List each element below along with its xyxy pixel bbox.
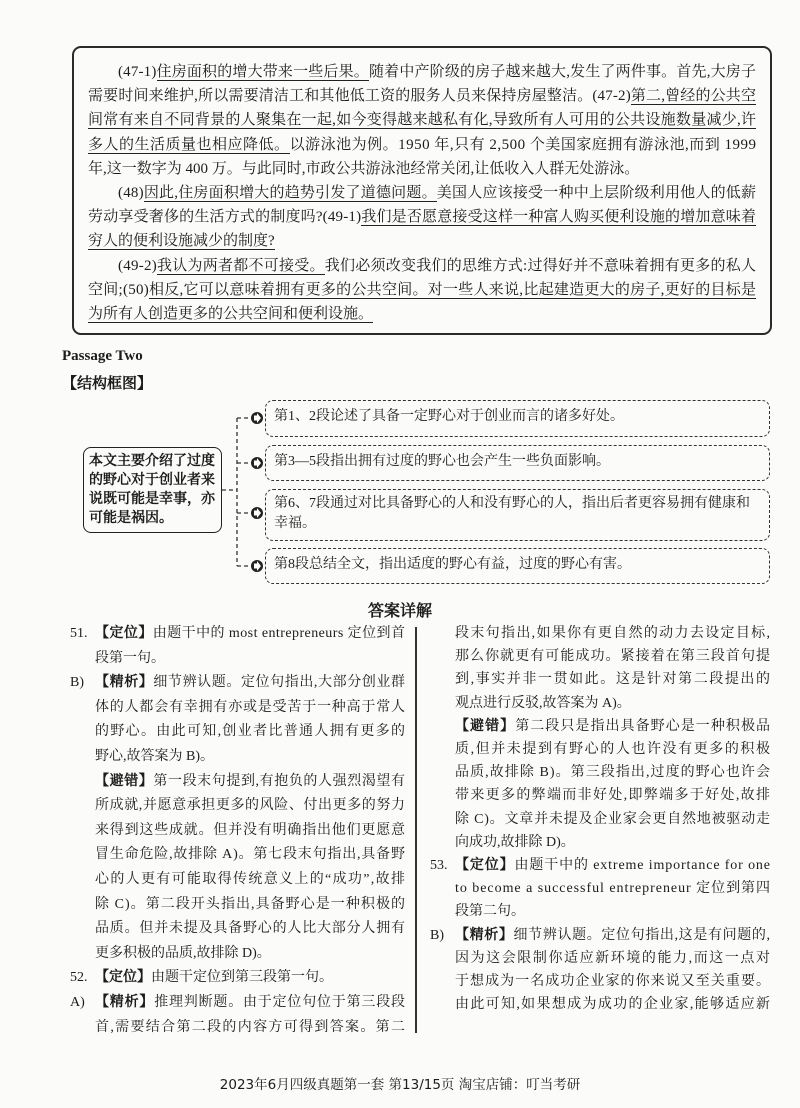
text-segment: 细节辨认题。定位句指出,大部分创业群: [153, 675, 406, 691]
text-line: [430, 924, 771, 947]
underlined-text: 相反,它可以意味着拥有更多的公共空间。对一些人来说,比起建造更大的房子,更好的目标是: [149, 281, 757, 298]
underlined-text: 穷人的便利设施减少的制度?: [88, 233, 275, 250]
text-segment: 由此可知,如果想成为成功的企业家,能够适应新: [455, 997, 772, 1013]
text-line: [95, 942, 405, 967]
text-line: [70, 622, 406, 647]
text-segment: 第一段末句提到,有抱负的人强烈渴望有: [153, 773, 406, 789]
text-line: [95, 647, 405, 672]
text-segment: 品质。但并未提及具备野心的人比大部分人拥有: [95, 921, 406, 937]
underlined-text: 因此,住房面积增大的趋势引发了道德问题。: [143, 185, 437, 202]
bold-tag: 【定位】: [95, 970, 151, 986]
text-line: [430, 854, 771, 877]
paragraph-summary-box: 第1、2段论述了具备一定野心对于创业而言的诸多好处。: [265, 400, 770, 437]
bold-tag: 【精析】: [95, 994, 155, 1010]
bold-tag: 【精析】: [455, 927, 514, 943]
text-line: [455, 761, 770, 784]
text-segment: 年,这一数字为 400 万。与此同时,市政公共游泳池经常关闭,让低收入人群无处游泳。: [88, 160, 640, 177]
page-footer: 2023年6月四级真题第一套 第13/15页 淘宝店铺：叮当考研: [219, 1077, 581, 1093]
underlined-text: 住房面积的增大带来一些后果。: [156, 64, 369, 80]
text-segment: 需要时间来维护,所以需要清洁工和其他低工资的服务人员来保持房屋整洁。(47-2): [88, 88, 631, 105]
text-segment: 观点进行反驳,故答案为 A)。: [455, 695, 631, 711]
bold-tag: 【避错】: [455, 718, 516, 734]
paragraph-summary-box: 第8段总结全文，指出适度的野心有益，过度的野心有害。: [265, 548, 770, 584]
column-divider: [415, 627, 417, 1033]
text-segment: (48): [118, 185, 144, 202]
text-line: [95, 770, 405, 795]
paragraph-summary-box: 第3—5段指出拥有过度的野心也会产生一些负面影响。: [265, 445, 770, 481]
text-segment: 于想成为一名成功企业家的你来说又至关重要。: [455, 974, 772, 990]
underlined-text: 为所有人创造更多的公共空间和便利设施。: [88, 306, 374, 323]
question-label: 51.: [70, 626, 88, 641]
text-segment: 推理判断题。由于定位句位于第三段段: [154, 994, 406, 1010]
text-line: [95, 1016, 405, 1041]
answers-section-title: 答案详解: [367, 601, 432, 620]
text-line: [455, 738, 770, 761]
text-line: [70, 991, 406, 1016]
text-line: [455, 645, 770, 668]
arrow-circle-icon: [251, 412, 263, 424]
text-line: [95, 794, 405, 819]
arrow-circle-icon: [251, 507, 263, 519]
arrow-circle-icon: [251, 560, 263, 572]
text-segment: 由题干中的 most entrepreneurs 定位到首: [152, 626, 406, 641]
underlined-text: 第二,曾经的公共空: [630, 88, 757, 105]
text-segment: 美国人应该接受一种中上层阶级利用他人的低薪: [436, 185, 757, 202]
text-line: [455, 947, 770, 970]
text-segment: 到,事实并非一贯如此。这是针对第二段提出的: [455, 672, 772, 688]
text-line: [70, 966, 405, 991]
text-line: [95, 720, 405, 745]
text-segment: 向成功,故排除 D)。: [455, 834, 575, 850]
underlined-text: 我认为两者都不可接受。: [157, 257, 325, 274]
text-segment: 由题干中的 extreme importance for one: [514, 858, 771, 874]
text-segment: 冒生命危险,故排除 A)。第七段末句指出,具备野: [95, 847, 406, 863]
question-label: A): [70, 994, 85, 1010]
passage-title: Passage Two: [62, 348, 143, 364]
text-segment: 因为这会限制你适应新环境的能力,而这一点对: [455, 950, 772, 966]
underlined-text: 我们是否愿意接受这样一种富人购买便利设施的增加意味着: [361, 209, 757, 226]
text-segment: 体的人都会有幸拥有亦或是受苦于一种高于常人: [95, 699, 406, 715]
text-segment: to become a successful entrepreneur 定位到第四: [455, 881, 771, 897]
text-line: [455, 900, 770, 923]
text-segment: 以游泳池为例。1950 年,只有 2,500 个美国家庭拥有游泳池,而到 1999: [289, 136, 757, 153]
text-segment: 质,但并未提到有野心的人也许没有更多的积极: [455, 742, 772, 758]
text-segment: 由题干定位到第三段第一句。: [151, 970, 333, 986]
text-line: [95, 819, 405, 844]
text-segment: 第二段只是指出具备野心是一种积极品: [515, 718, 772, 734]
text-line: [95, 917, 405, 942]
text-segment: 随着中产阶级的房子越来越大,发生了两件事。首先,大房子: [368, 64, 757, 80]
bold-tag: 【定位】: [95, 626, 153, 641]
text-line: [70, 671, 406, 696]
text-segment: 来得到这些成就。但并没有明确指出他们更愿意: [95, 822, 406, 838]
text-line: [455, 622, 770, 645]
main-idea-box: 本文主要介绍了过度的野心对于创业者来说既可能是幸事，亦可能是祸因。: [83, 447, 222, 533]
text-segment: (47-1): [118, 64, 157, 80]
bold-tag: 【避错】: [95, 773, 154, 789]
text-segment: 带来更多的弊端而非好处,即弊端多于好处,故排: [455, 788, 772, 804]
text-segment: 段末句指出,如果你有更自然的动力去设定目标,: [455, 626, 772, 641]
text-segment: 所成就,并愿意承担更多的风险、付出更多的努力: [95, 798, 406, 814]
text-segment: 更多积极的品质,故排除 D)。: [95, 945, 271, 961]
text-segment: 那么你就更有可能成功。紧接着在第三段首句提: [455, 649, 772, 665]
text-segment: 段第一句。: [95, 650, 165, 666]
arrow-circle-icon: [251, 457, 263, 469]
text-segment: 心的人更有可能取得传统意义上的“成功”,故排: [95, 871, 407, 887]
answers-left-column: [70, 622, 407, 1040]
text-segment: 品质,故排除 B)。第三段指出,过度的野心也许会: [455, 765, 772, 781]
question-label: B): [430, 927, 444, 943]
text-line: [455, 831, 770, 854]
structure-frame-title: 【结构框图】: [62, 376, 153, 392]
text-line: [455, 692, 770, 715]
text-segment: 除 C)。第二段开头指出,具备野心是一种积极的: [95, 896, 407, 912]
text-segment: 空间;(50): [88, 281, 149, 298]
text-segment: 细节辨认题。定位句指出,这是有问题的,: [513, 927, 771, 943]
text-segment: 野心,故答案为 B)。: [95, 748, 214, 764]
text-segment: 劳动享受奢侈的生活方式的制度吗?(49-1): [88, 209, 362, 226]
text-line: [455, 784, 770, 807]
answers-right-column: [430, 622, 772, 1016]
question-label: B): [70, 675, 84, 691]
text-segment: 的野心。由此可知,创业者比普通人拥有更多的: [95, 724, 407, 740]
bold-tag: 【定位】: [455, 858, 515, 874]
bold-tag: 【精析】: [95, 675, 154, 691]
text-line: [95, 843, 405, 868]
text-line: [455, 715, 770, 738]
text-segment: 除 C)。文章并未提及企业家会更自然地被驱动走: [455, 811, 771, 827]
question-label: 52.: [70, 970, 88, 986]
text-line: [455, 808, 770, 831]
text-line: [455, 668, 770, 691]
text-line: [95, 893, 405, 918]
text-line: [95, 696, 405, 721]
text-segment: 段第二句。: [455, 904, 525, 920]
paragraph-summary-box: 第6、7段通过对比具备野心的人和没有野心的人，指出后者更容易拥有健康和幸福。: [265, 489, 770, 541]
underlined-text: 多人的生活质量也相应降低。: [88, 136, 290, 153]
text-line: [95, 868, 405, 893]
text-segment: 首,需要结合第二段的内容方可得到答案。第二: [95, 1019, 407, 1035]
text-segment: 我们必须改变我们的思维方式:过得好并不意味着拥有更多的私人: [324, 257, 757, 274]
underlined-text: 间常有来自不同背景的人聚集在一起,如今变得越来越私有化,导致所有人可用的公共设施数量减少,许: [88, 112, 757, 129]
text-line: [455, 970, 770, 993]
text-line: [455, 877, 770, 900]
text-line: [455, 993, 770, 1016]
question-label: 53.: [430, 858, 448, 874]
text-segment: (49-2): [118, 257, 157, 274]
text-line: [95, 745, 405, 770]
